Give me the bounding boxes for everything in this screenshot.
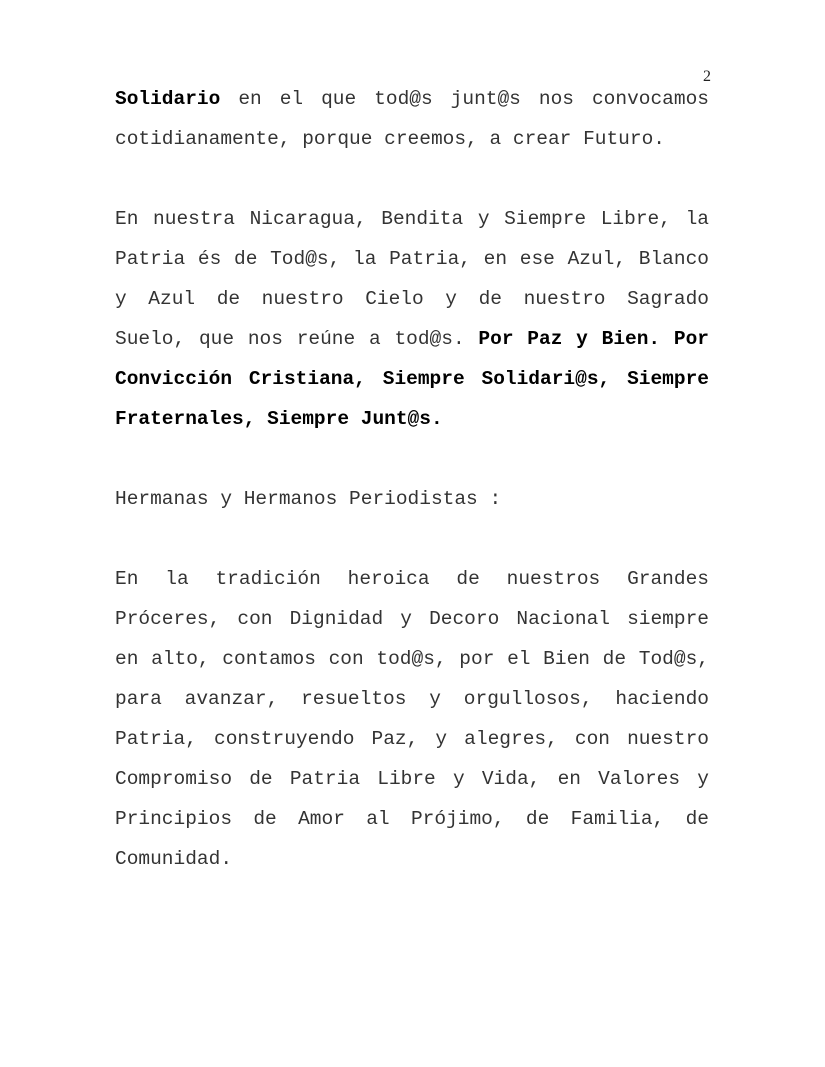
bold-text: Solidario (115, 88, 221, 110)
bold-text: Por Paz y Bien. Por Convicción Cristiana, Siempre Solidari@s, Siempre Fraternales, Siempre Junt@s. (115, 328, 709, 430)
body-text: En nuestra Nicaragua, Bendita y Siempre Libre, la Patria és de Tod@s, la Patria, en ese Azul, Blanco y Azul de nuestro Cielo y de nuestro Sagrado Suelo, que nos reúne a tod@s. (115, 208, 709, 350)
page-number: 2 (703, 68, 711, 85)
paragraph-1 (115, 79, 709, 159)
paragraph-4 (115, 559, 709, 879)
body-text: en el que tod@s junt@s nos convocamos cotidianamente, porque creemos, a crear Futuro. (115, 88, 709, 150)
body-text: Hermanas y Hermanos Periodistas : (115, 488, 502, 510)
body-text: En la tradición heroica de nuestros Grandes Próceres, con Dignidad y Decoro Nacional siempre en alto, contamos con tod@s, por el Bien de Tod@s, para avanzar, resueltos y orgullosos, haciendo Patria, construyendo Paz, y alegres, con nuestro Compromiso de Patria Libre y Vida, en Valores y Principios de Amor al Prójimo, de Familia, de Comunidad. (115, 568, 709, 870)
paragraph-2 (115, 199, 709, 439)
paragraph-3 (115, 479, 709, 519)
